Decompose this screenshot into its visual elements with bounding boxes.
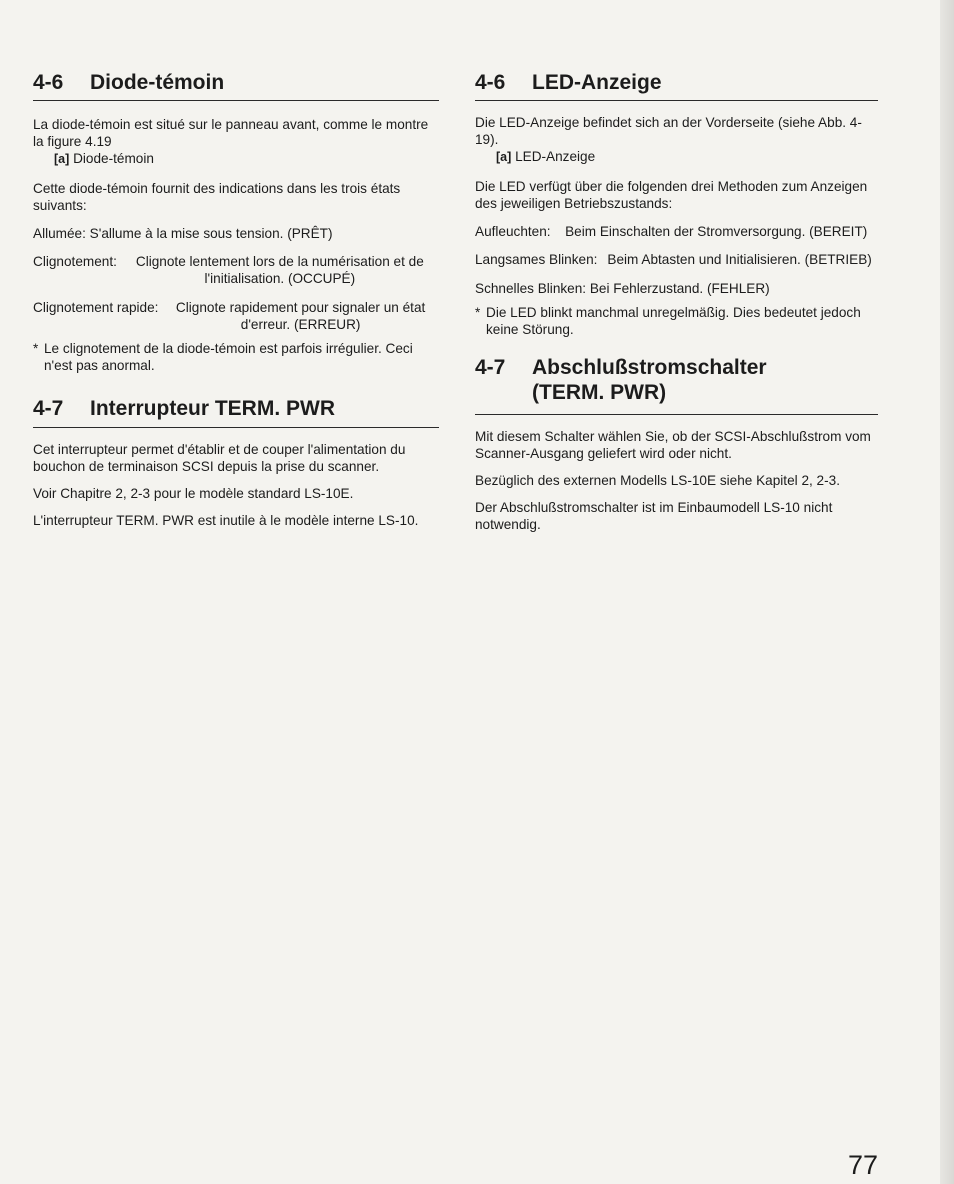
intro-paragraph: Die LED-Anzeige befindet sich an der Vorderseite (siehe Abb. 4-19). <box>475 115 862 147</box>
paragraph: Voir Chapitre 2, 2-3 pour le modèle standard LS-10E. <box>33 486 354 501</box>
section-title: Diode-témoin <box>90 71 225 94</box>
section-number: 4-6 <box>33 71 64 94</box>
note-marker: * <box>33 341 39 356</box>
section-rule <box>33 427 439 428</box>
intro-paragraph: La diode-témoin est situé sur le panneau avant, comme le montre la figure 4.19 <box>33 117 429 149</box>
state-text: Beim Einschalten der Stromversorgung. (BEREIT) <box>565 224 868 239</box>
figure-label: Diode-témoin <box>73 151 154 166</box>
state-item-blink <box>475 251 878 268</box>
state-text: S'allume à la mise sous tension. (PRÊT) <box>89 226 333 241</box>
page-edge-shadow <box>940 0 954 1184</box>
figure-reference <box>33 150 439 168</box>
section-number: 4-6 <box>475 71 506 94</box>
column-german <box>475 70 878 533</box>
paragraph: Cet interrupteur permet d'établir et de couper l'alimentation du bouchon de terminaison SCSI depuis la prise du scanner. <box>33 442 406 474</box>
section-heading-abschlussstromschalter <box>475 355 878 405</box>
note-text: Le clignotement de la diode-témoin est parfois irrégulier. Ceci n'est pas anormal. <box>44 341 413 373</box>
note-marker: * <box>475 305 481 320</box>
state-text: Beim Abtasten und Initialisieren. (BETRIEB) <box>607 252 872 267</box>
state-label: Clignotement: <box>33 254 121 269</box>
state-item-fast-blink <box>33 299 439 333</box>
note-item <box>475 304 878 338</box>
state-label: Aufleuchten: <box>475 224 555 239</box>
state-item-on <box>475 223 878 240</box>
section-title <box>532 355 878 405</box>
state-label: Clignotement rapide: <box>33 300 163 315</box>
figure-reference <box>475 148 878 166</box>
figure-tag: [a] <box>54 152 70 166</box>
state-item-fast-blink: Schnelles Blinken: Bei Fehlerzustand. (FEHLER) <box>475 281 770 296</box>
states-description: Cette diode-témoin fournit des indications dans les trois états suivants: <box>33 181 401 213</box>
section-title: LED-Anzeige <box>532 71 662 94</box>
section-title: Interrupteur TERM. PWR <box>90 397 335 420</box>
paragraph: Der Abschlußstromschalter ist im Einbaumodell LS-10 nicht notwendig. <box>475 500 833 532</box>
title-line: Abschlußstromschalter <box>532 356 767 379</box>
section-heading-interrupteur <box>33 396 439 421</box>
note-text: Die LED blinkt manchmal unregelmäßig. Dies bedeutet jedoch keine Störung. <box>486 305 861 337</box>
section-rule <box>475 414 878 415</box>
state-text: Clignote rapidement pour signaler un état d'erreur. (ERREUR) <box>175 300 426 332</box>
section-heading-led-anzeige <box>475 70 878 95</box>
state-label: Allumée: <box>33 226 90 241</box>
section-number: 4-7 <box>475 356 506 379</box>
section-rule <box>33 100 439 101</box>
paragraph: Bezüglich des externen Modells LS-10E siehe Kapitel 2, 2-3. <box>475 473 840 488</box>
note-item <box>33 340 439 374</box>
state-item-on <box>33 225 439 242</box>
column-french <box>33 70 439 529</box>
figure-label: LED-Anzeige <box>515 149 596 164</box>
title-line: (TERM. PWR) <box>532 381 667 404</box>
section-number: 4-7 <box>33 397 64 420</box>
state-text: Clignote lentement lors de la numérisation et de l'initialisation. (OCCUPÉ) <box>135 254 424 286</box>
section-rule <box>475 100 878 101</box>
state-item-blink <box>33 253 439 287</box>
figure-tag: [a] <box>496 150 512 164</box>
section-heading-diode-temoin <box>33 70 439 95</box>
states-description: Die LED verfügt über die folgenden drei Methoden zum Anzeigen des jeweiligen Betriebszustands: <box>475 179 868 211</box>
page-number: 77 <box>848 1150 879 1180</box>
paragraph: Mit diesem Schalter wählen Sie, ob der SCSI-Abschlußstrom vom Scanner-Ausgang geliefert wird oder nicht. <box>475 429 871 461</box>
state-label: Langsames Blinken: <box>475 252 602 267</box>
paragraph: L'interrupteur TERM. PWR est inutile à le modèle interne LS-10. <box>33 513 419 528</box>
